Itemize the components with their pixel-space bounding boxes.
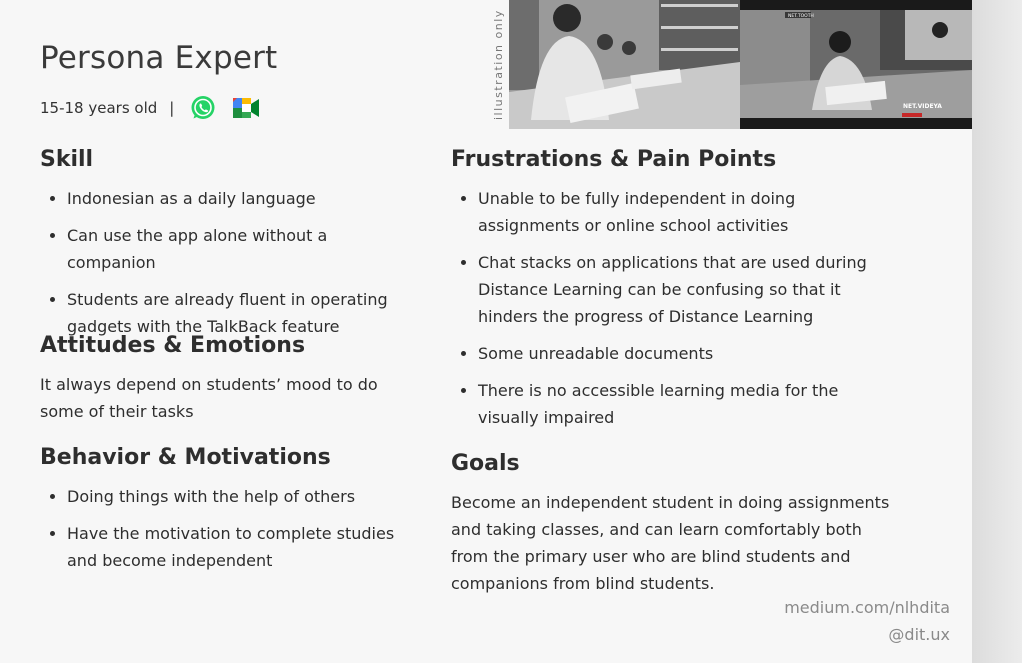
- list-item: There is no accessible learning media for the visually impaired: [451, 377, 901, 431]
- right-edge-strip: [972, 0, 1022, 663]
- attitudes-title: Attitudes & Emotions: [40, 333, 306, 358]
- list-item: Chat stacks on applications that are used during Distance Learning can be confusing so that it hinders the progress of Distance Learning: [451, 249, 901, 330]
- list-item: Doing things with the help of others: [40, 483, 415, 510]
- video-badge: NET.TOOTH: [788, 14, 814, 19]
- illustration-label: illustration only: [492, 9, 505, 121]
- skill-title: Skill: [40, 147, 94, 172]
- list-item: Some unreadable documents: [451, 340, 901, 367]
- credit-site: medium.com/nlhdita: [784, 598, 950, 617]
- meta-separator: |: [169, 99, 175, 117]
- list-item: Have the motivation to complete studies and become independent: [40, 520, 415, 574]
- age-range: 15-18 years old: [40, 99, 158, 117]
- persona-title: Persona Expert: [40, 40, 278, 76]
- behavior-list: [40, 483, 415, 584]
- goals-text: Become an independent student in doing assignments and taking classes, and can learn comfortably both from the primary user who are blind students and companions from blind students.: [451, 493, 890, 593]
- behavior-title: Behavior & Motivations: [40, 445, 331, 470]
- frustrations-title: Frustrations & Pain Points: [451, 147, 777, 172]
- goals-title: Goals: [451, 451, 520, 476]
- video-logo: NET.VIDEYA: [903, 103, 942, 110]
- google-meet-icon: [232, 96, 260, 120]
- classroom-photo: [509, 0, 740, 129]
- list-item: Indonesian as a daily language: [40, 185, 420, 212]
- list-item: Students are already fluent in operating gadgets with the TalkBack feature: [40, 286, 420, 340]
- skill-list: [40, 185, 420, 350]
- attitudes-text: It always depend on students’ mood to do some of their tasks: [40, 375, 378, 421]
- whatsapp-icon: [190, 95, 216, 121]
- credit-handle: @dit.ux: [888, 625, 950, 644]
- video-screenshot: [740, 0, 972, 129]
- frustrations-list: [451, 185, 901, 441]
- list-item: Unable to be fully independent in doing assignments or online school activities: [451, 185, 901, 239]
- persona-meta: [40, 94, 260, 122]
- list-item: Can use the app alone without a companion: [40, 222, 420, 276]
